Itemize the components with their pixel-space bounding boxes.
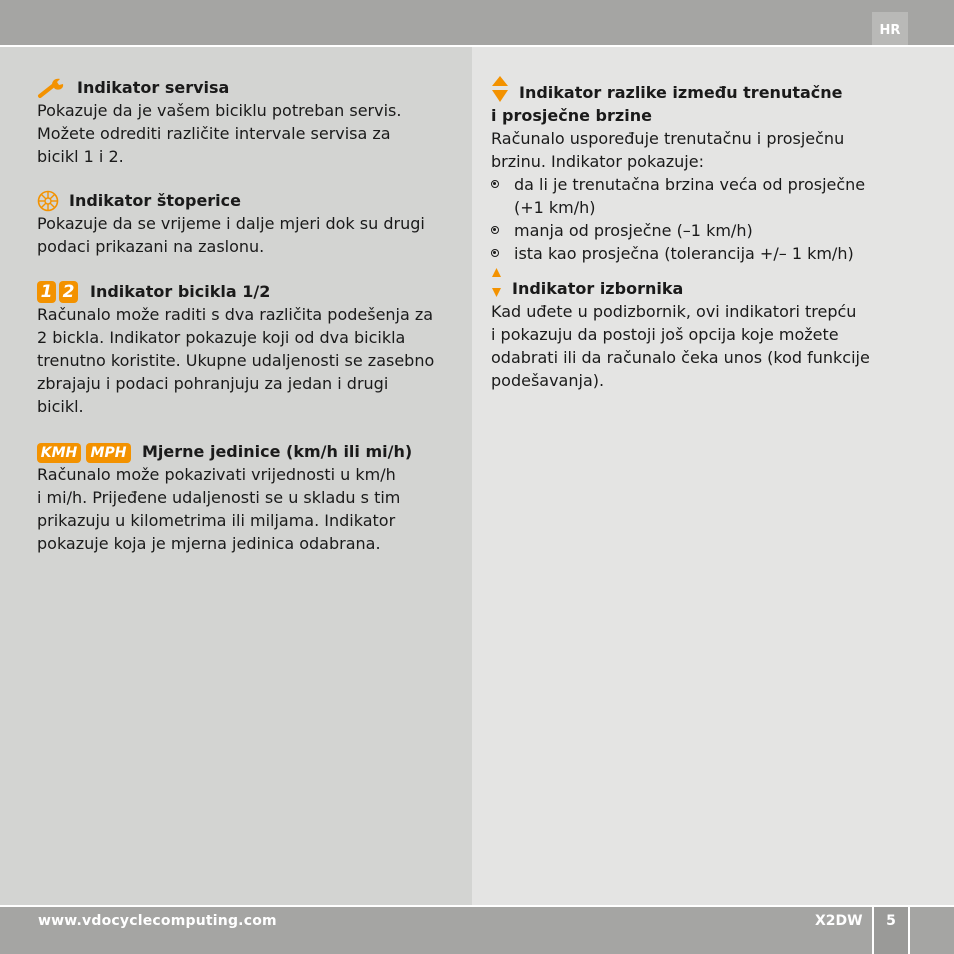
bullet-icon bbox=[491, 249, 499, 257]
bike-1-badge: 1 bbox=[37, 281, 56, 303]
wrench-icon bbox=[37, 77, 67, 99]
menu-line-4: podešavanja). bbox=[491, 371, 605, 390]
service-heading bbox=[37, 76, 462, 99]
bike-1-2-icon bbox=[37, 281, 78, 303]
menu-line-1: Kad uđete u podizbornik, ovi indikatori trepću bbox=[491, 302, 857, 321]
units-heading bbox=[37, 440, 462, 463]
units-line-4: pokazuje koja je mjerna jedinica odabrana. bbox=[37, 534, 381, 553]
bike-line-4: zbrajaju i podaci pohranjuju za jedan i drugi bbox=[37, 374, 389, 393]
mph-badge: MPH bbox=[86, 443, 131, 463]
service-line-2: Možete odrediti različite intervale servisa za bbox=[37, 124, 391, 143]
speed-diff-title-line-2: i prosječne brzine bbox=[491, 106, 652, 125]
menu-title: Indikator izbornika bbox=[512, 279, 684, 298]
menu-line-3: odabrati ili da računalo čeka unos (kod funkcije bbox=[491, 348, 870, 367]
bike-section bbox=[37, 280, 462, 418]
list-item bbox=[491, 219, 941, 242]
speed-diff-line-2: brzinu. Indikator pokazuje: bbox=[491, 152, 704, 171]
footer-bar bbox=[0, 905, 954, 954]
bike-heading bbox=[37, 280, 462, 303]
service-title: Indikator servisa bbox=[77, 78, 230, 97]
website-link[interactable]: www.vdocyclecomputing.com bbox=[38, 913, 277, 929]
speed-diff-line-1: Računalo uspoređuje trenutačnu i prosječnu bbox=[491, 129, 845, 148]
bike-line-2: 2 bickla. Indikator pokazuje koji od dva bicikla bbox=[37, 328, 406, 347]
units-line-2: i mi/h. Prijeđene udaljenosti se u skladu s tim bbox=[37, 488, 401, 507]
units-title: Mjerne jedinice (km/h ili mi/h) bbox=[142, 442, 413, 461]
speed-diff-title-line-1: Indikator razlike između trenutačne bbox=[519, 83, 843, 102]
speed-diff-heading bbox=[491, 76, 941, 104]
kmh-badge: KMH bbox=[37, 443, 81, 463]
bullet-icon bbox=[491, 226, 499, 234]
language-tab: HR bbox=[872, 12, 908, 45]
menu-heading bbox=[491, 266, 941, 300]
list-item bbox=[491, 173, 941, 219]
stopwatch-icon bbox=[37, 190, 59, 212]
units-line-1: Računalo može pokazivati vrijednosti u km/h bbox=[37, 465, 396, 484]
bike-line-3: trenutno koristite. Ukupne udaljenosti se zasebno bbox=[37, 351, 435, 370]
model-name: X2DW bbox=[815, 913, 863, 929]
service-section bbox=[37, 76, 462, 168]
kmh-mph-icon bbox=[37, 443, 131, 463]
header-bar bbox=[0, 0, 954, 45]
footer-divider bbox=[908, 907, 910, 954]
menu-arrows-icon bbox=[491, 266, 502, 300]
speed-diff-section bbox=[491, 76, 941, 265]
list-item-text: ista kao prosječna (tolerancija +/– 1 km/h) bbox=[514, 244, 854, 263]
menu-line-2: i pokazuju da postoji još opcija koje možete bbox=[491, 325, 839, 344]
list-item-text-cont: (+1 km/h) bbox=[514, 198, 596, 217]
bike-title: Indikator bicikla 1/2 bbox=[90, 282, 271, 301]
bike-line-5: bicikl. bbox=[37, 397, 84, 416]
page-number: 5 bbox=[886, 913, 896, 929]
service-line-3: bicikl 1 i 2. bbox=[37, 147, 124, 166]
bullet-icon bbox=[491, 180, 499, 188]
stopwatch-line-2: podaci prikazani na zaslonu. bbox=[37, 237, 265, 256]
bike-line-1: Računalo može raditi s dva različita podešenja za bbox=[37, 305, 434, 324]
service-line-1: Pokazuje da je vašem biciklu potreban servis. bbox=[37, 101, 402, 120]
list-item bbox=[491, 242, 941, 265]
list-item-text: manja od prosječne (–1 km/h) bbox=[514, 221, 753, 240]
list-item-text: da li je trenutačna brzina veća od prosječne bbox=[514, 175, 866, 194]
bike-2-badge: 2 bbox=[59, 281, 78, 303]
stopwatch-line-1: Pokazuje da se vrijeme i dalje mjeri dok su drugi bbox=[37, 214, 425, 233]
units-line-3: prikazuju u kilometrima ili miljama. Indikator bbox=[37, 511, 396, 530]
menu-section bbox=[491, 266, 941, 392]
stopwatch-title: Indikator štoperice bbox=[69, 191, 241, 210]
speed-diff-list bbox=[491, 173, 941, 265]
up-down-arrows-icon bbox=[491, 76, 509, 104]
stopwatch-section bbox=[37, 189, 462, 258]
stopwatch-heading bbox=[37, 189, 462, 212]
units-section bbox=[37, 440, 462, 555]
